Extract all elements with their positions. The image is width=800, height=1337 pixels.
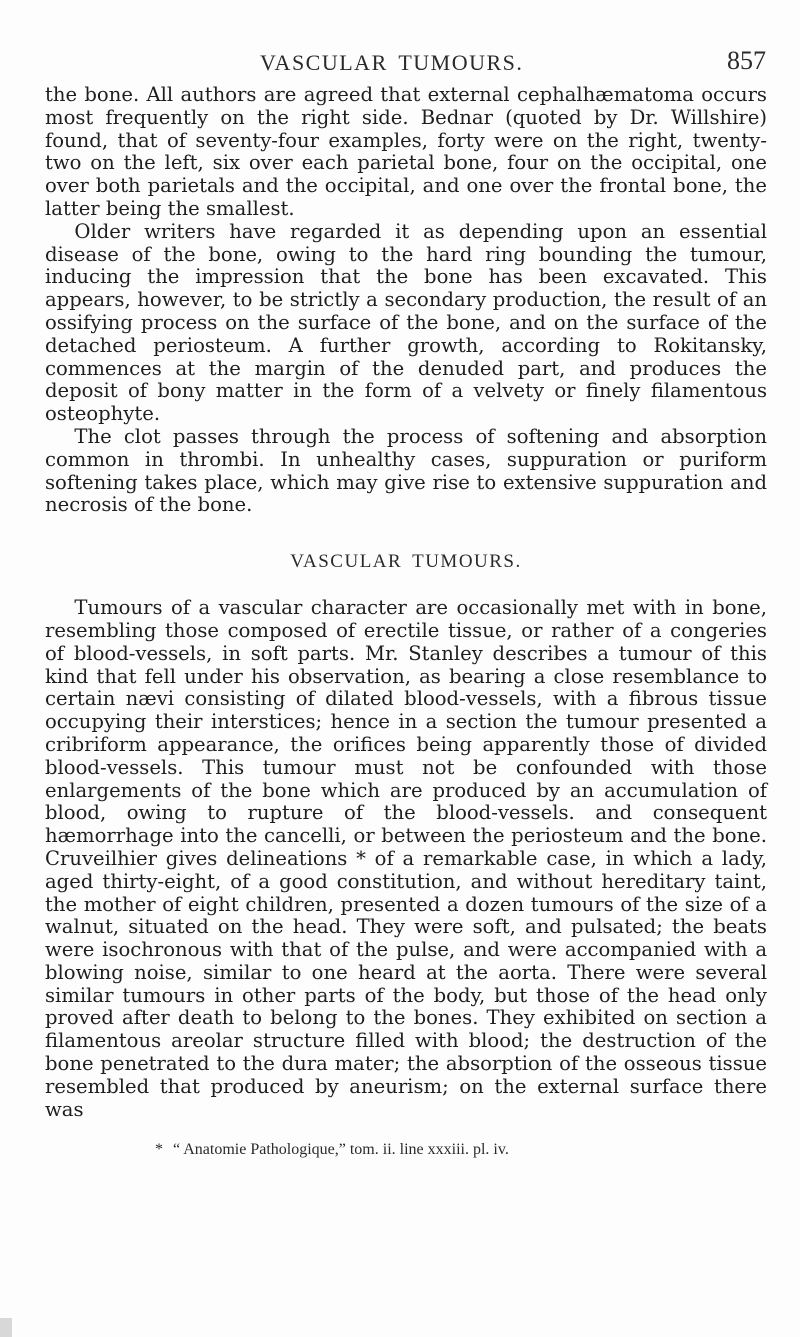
page-number: 857 (727, 46, 766, 75)
paragraph-vascular-tumours: Tumours of a vascular character are occasionally met with in bone, resembling those composed of erectile tissue, or rather of a congeries of blood-vessels, in soft parts. Mr. Stanley describes a tumour of this kind that fell under his observation, as bearing a close resemblance to certain nævi consisting of dilated blood-vessels, with a fibrous tissue occupying their interstices; hence in a section the tumour presented a cribriform appearance, the orifices being apparently those of divided blood-vessels. This tumour must not be confounded with those enlargements of the bone which are produced by an accumulation of blood, owing to rupture of the blood-vessels. and consequent hæmorrhage into the cancelli, or between the periosteum and the bone. Cruveilhier gives delineations * of a remarkable case, in which a lady, aged thirty-eight, of a good constitution, and without hereditary taint, the mother of eight children, presented a dozen tumours of the size of a walnut, situated on the head. They were soft, and pulsated; the beats were isochronous with that of the pulse, and were accompanied with a blowing noise, similar to one heard at the aorta. There were several similar tumours in other parts of the body, but those of the head only proved after death to belong to the bones. They exhibited on section a filamentous areolar structure filled with blood; the destruction of the bone penetrated to the dura mater; the absorption of the osseous tissue resembled that produced by aneurism; on the external surface there was (45, 596, 767, 1121)
paragraph-clot: The clot passes through the process of softening and absorption common in thrombi. In unhealthy cases, suppuration or puriform softening takes place, which may give rise to extensive suppuration and necrosis of the bone. (45, 424, 767, 517)
running-title: VASCULAR TUMOURS. (260, 50, 524, 75)
footnote-mark: * (155, 1141, 163, 1158)
scan-edge-mark (0, 1318, 12, 1337)
footnote (155, 1141, 509, 1159)
footnote-text: “ Anatomie Pathologique,” tom. ii. line xxxiii. pl. iv. (173, 1141, 509, 1158)
paragraph-continued: the bone. All authors are agreed that external cephalhæmatoma occurs most frequently on the right side. Bednar (quoted by Dr. Willshire) found, that of seventy-four examples, forty were on the right, twenty-two on the left, six over each parietal bone, four on the occipital, one over both parietals and the occipital, and one over the frontal bone, the latter being the smallest. (45, 83, 767, 220)
body-text (45, 84, 767, 1121)
running-head (260, 44, 766, 78)
section-heading: VASCULAR TUMOURS. (290, 551, 522, 573)
paragraph-older-writers: Older writers have regarded it as depending upon an essential disease of the bone, owing to the hard ring bounding the tumour, inducing the impression that the bone has been excavated. This appears, however, to be strictly a secondary production, the result of an ossifying process on the surface of the bone, and on the surface of the detached periosteum. A further growth, according to Rokitansky, commences at the margin of the denuded part, and produces the deposit of bony matter in the form of a velvety or finely filamentous osteophyte. (45, 219, 767, 426)
